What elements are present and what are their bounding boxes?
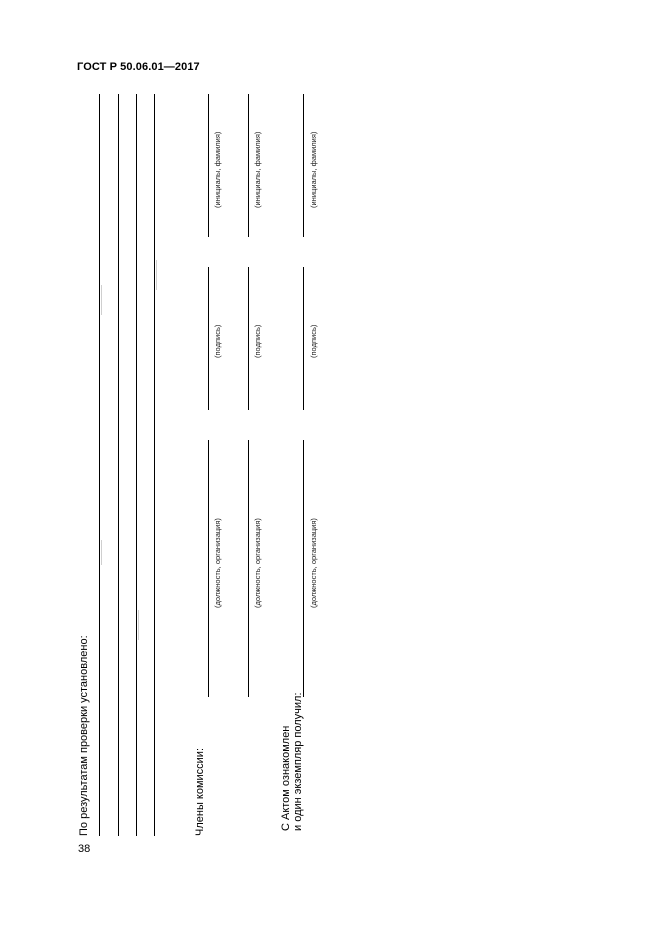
position-line — [208, 440, 209, 697]
name-caption: (инициалы, фамилия) — [309, 131, 318, 208]
bleed-mark — [138, 610, 139, 640]
name-caption: (инициалы, фамилия) — [213, 131, 222, 208]
standard-code-header: ГОСТ Р 50.06.01—2017 — [77, 61, 200, 73]
position-caption: (должность, организация) — [213, 518, 222, 608]
name-line — [303, 94, 304, 237]
signature-caption: (подпись) — [309, 324, 318, 358]
position-line — [303, 440, 304, 697]
findings-label: По результатам проверки установлено: — [78, 635, 90, 836]
signature-caption: (подпись) — [253, 324, 262, 358]
bleed-mark — [156, 260, 157, 290]
acknowledgement-label-line2: и один экземпляр получил: — [292, 692, 304, 831]
signature-line — [303, 267, 304, 410]
bleed-mark — [101, 540, 102, 565]
signature-caption: (подпись) — [213, 324, 222, 358]
name-line — [208, 94, 209, 237]
signature-line — [248, 267, 249, 410]
findings-line-4 — [154, 94, 155, 836]
commission-label: Члены комиссии: — [194, 747, 206, 836]
findings-line-3 — [136, 94, 137, 836]
position-caption: (должность, организация) — [253, 518, 262, 608]
position-caption: (должность, организация) — [309, 518, 318, 608]
findings-line-1 — [99, 94, 100, 836]
name-caption: (инициалы, фамилия) — [253, 131, 262, 208]
acknowledgement-label-line1: С Актом ознакомлен — [280, 725, 292, 831]
name-line — [248, 94, 249, 237]
position-line — [248, 440, 249, 697]
bleed-mark — [101, 285, 102, 315]
findings-line-2 — [118, 94, 119, 836]
page-number: 38 — [78, 843, 91, 855]
signature-line — [208, 267, 209, 410]
